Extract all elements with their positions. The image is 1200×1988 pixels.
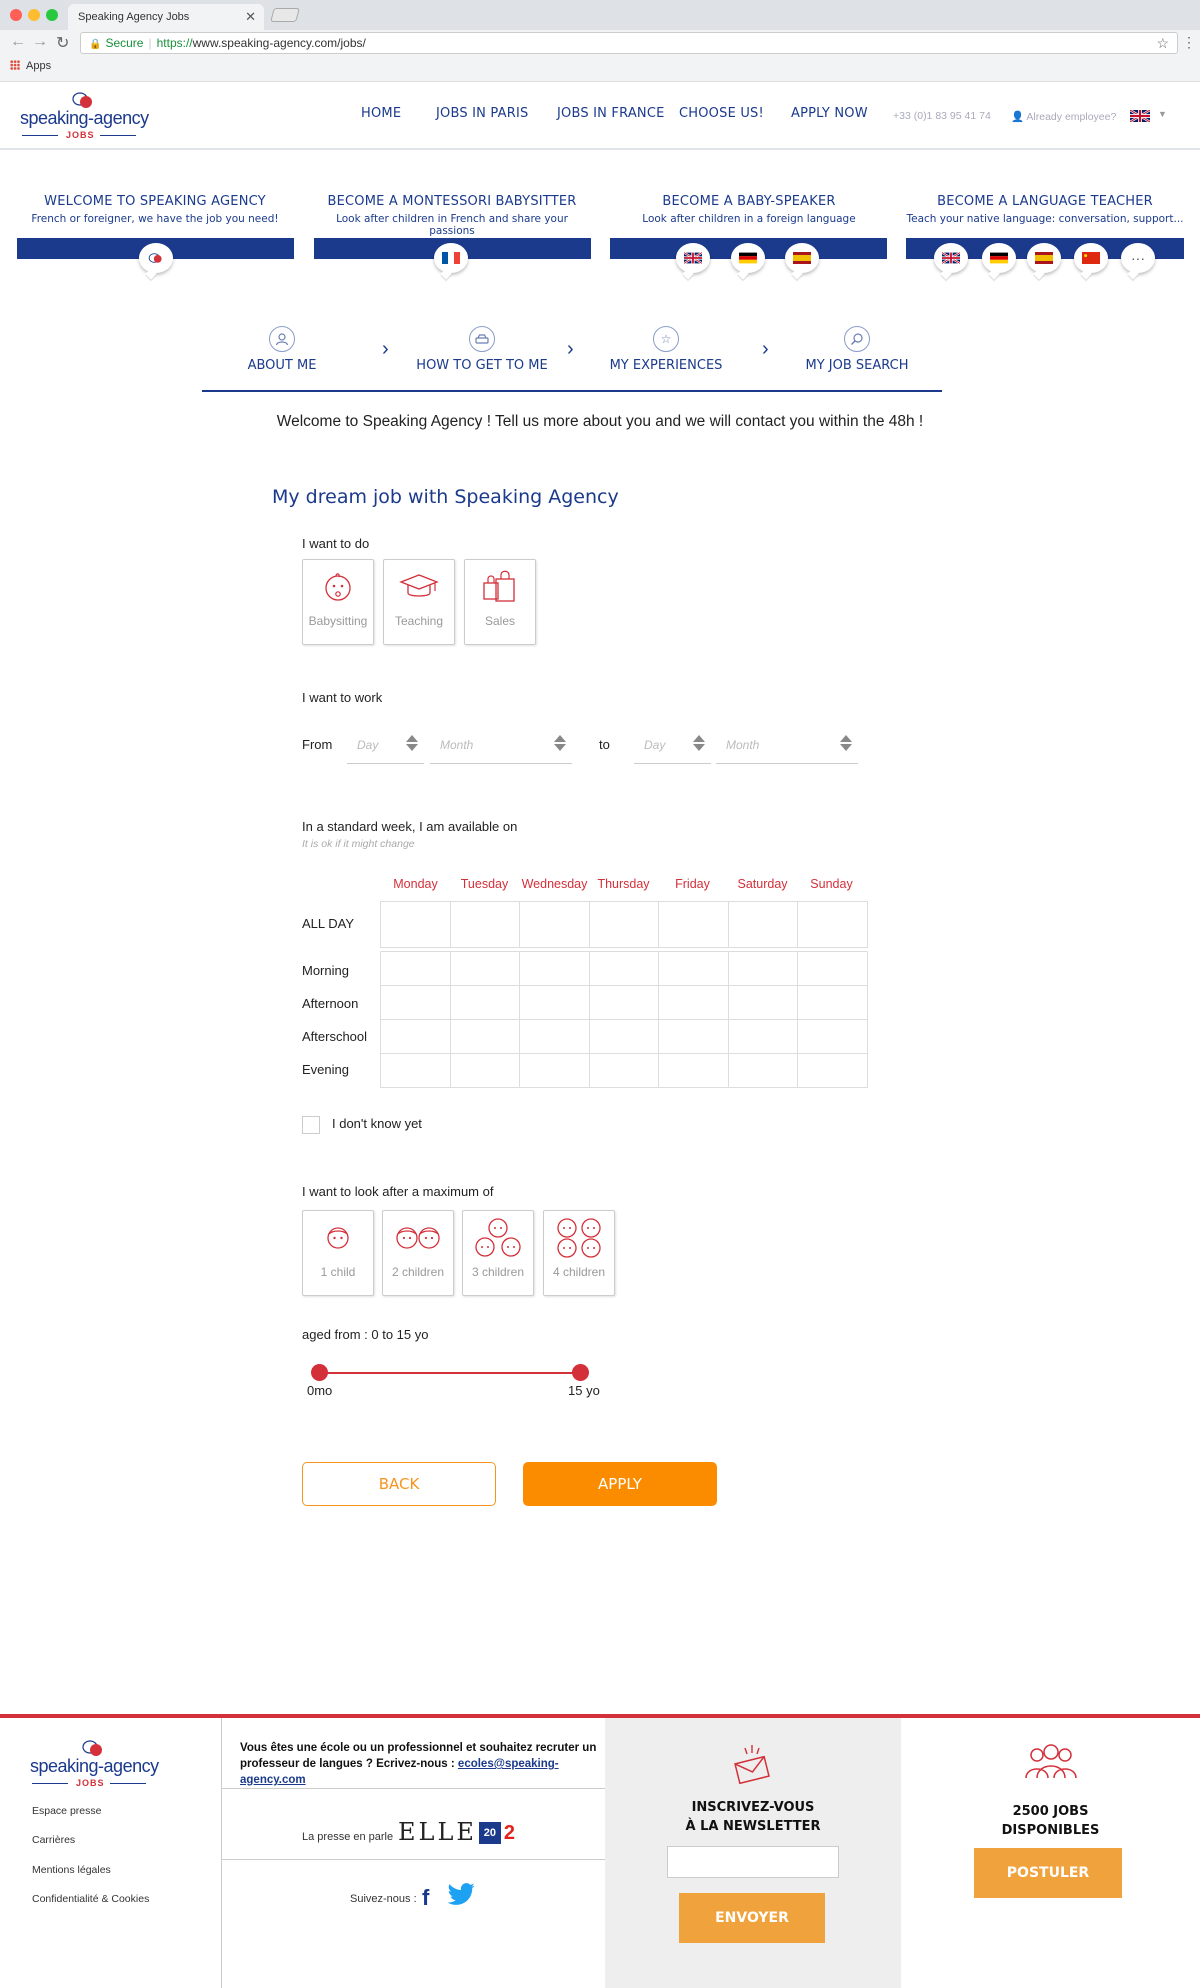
star-icon: ☆ bbox=[653, 326, 679, 352]
to-label: to bbox=[599, 737, 610, 752]
to-month-placeholder: Month bbox=[726, 738, 760, 752]
more-icon[interactable]: ··· bbox=[1121, 243, 1155, 273]
url-text: www.speaking-agency.com/jobs/ bbox=[192, 36, 366, 50]
back-button[interactable]: BACK bbox=[302, 1462, 496, 1506]
day-header: Wednesday bbox=[521, 877, 588, 891]
choice-label: 4 children bbox=[552, 1265, 606, 1279]
baby-icon bbox=[303, 560, 373, 614]
logo-divider bbox=[32, 1783, 68, 1784]
footer-link-press[interactable]: Espace presse bbox=[32, 1805, 102, 1817]
press-label: La presse en parle bbox=[302, 1831, 394, 1843]
updown-arrow-icon bbox=[840, 735, 852, 751]
grid-cell[interactable] bbox=[589, 1020, 659, 1054]
chevron-down-icon[interactable]: ▼ bbox=[1158, 109, 1167, 119]
grid-cell[interactable] bbox=[450, 902, 520, 948]
flag-fr-icon[interactable] bbox=[434, 243, 468, 273]
step-label: ABOUT ME bbox=[247, 358, 317, 373]
choice-label: Teaching bbox=[394, 614, 444, 628]
availability-grid bbox=[380, 951, 868, 1088]
employee-login[interactable] bbox=[1011, 110, 1116, 123]
slot-label: ALL DAY bbox=[302, 916, 355, 931]
step-label: MY EXPERIENCES bbox=[609, 358, 723, 373]
facebook-icon[interactable]: f bbox=[422, 1885, 430, 1910]
maximize-window-button[interactable] bbox=[46, 9, 58, 21]
footer-link-legal[interactable]: Mentions légales bbox=[32, 1864, 111, 1876]
four-children-icon bbox=[544, 1211, 614, 1265]
apps-label: Apps bbox=[26, 60, 52, 72]
availability-note: It is ok if it might change bbox=[302, 838, 415, 850]
grid-cell[interactable] bbox=[450, 1020, 520, 1054]
jobs-count: 2500 JOBS bbox=[1012, 1804, 1089, 1819]
grid-row bbox=[381, 1054, 868, 1088]
flag-es-icon[interactable] bbox=[785, 243, 819, 273]
newsletter-send-button[interactable]: ENVOYER bbox=[679, 1893, 825, 1943]
day-header: Tuesday bbox=[460, 877, 509, 891]
newsletter-title-line: INSCRIVEZ-VOUS bbox=[691, 1800, 815, 1815]
three-children-icon bbox=[463, 1211, 533, 1265]
grid-cell[interactable] bbox=[450, 986, 520, 1020]
step-how-to-get[interactable] bbox=[402, 326, 562, 373]
address-bar[interactable] bbox=[80, 32, 1178, 54]
step-label: MY JOB SEARCH bbox=[805, 358, 909, 373]
grid-cell[interactable] bbox=[728, 952, 798, 986]
choice-babysitting[interactable] bbox=[302, 559, 374, 645]
chevron-right-icon: › bbox=[762, 338, 769, 360]
graduation-cap-icon bbox=[384, 560, 454, 614]
grid-cell[interactable] bbox=[728, 902, 798, 948]
category-language-teacher[interactable] bbox=[906, 194, 1184, 225]
max-children-label: I want to look after a maximum of bbox=[302, 1184, 494, 1199]
category-montessori[interactable] bbox=[313, 194, 591, 237]
category-subtitle: Look after children in a foreign language bbox=[642, 213, 856, 225]
category-welcome[interactable] bbox=[16, 194, 294, 225]
logo-divider bbox=[22, 135, 58, 136]
flag-uk-icon[interactable] bbox=[1130, 110, 1150, 122]
twitter-icon[interactable] bbox=[446, 1882, 476, 1908]
updown-arrow-icon bbox=[406, 735, 418, 751]
grid-cell[interactable] bbox=[589, 902, 659, 948]
nav-apply-now[interactable]: APPLY NOW bbox=[791, 106, 868, 121]
grid-cell[interactable] bbox=[450, 952, 520, 986]
newsletter-email-input[interactable] bbox=[667, 1846, 839, 1878]
grid-row bbox=[381, 952, 868, 986]
grid-cell[interactable] bbox=[520, 1020, 590, 1054]
to-day-select[interactable] bbox=[634, 728, 711, 764]
elle-logo: ELLE bbox=[398, 1818, 477, 1846]
apps-bookmark[interactable] bbox=[10, 60, 51, 72]
category-baby-speaker[interactable] bbox=[610, 194, 888, 225]
grid-cell[interactable] bbox=[381, 1054, 451, 1088]
choice-label: 1 child bbox=[320, 1265, 356, 1279]
footer-logo[interactable] bbox=[30, 1740, 160, 1790]
logo-bubble-icon[interactable] bbox=[139, 243, 173, 273]
footer-jobs-column bbox=[901, 1718, 1200, 1988]
logo-divider bbox=[100, 135, 136, 136]
press-logos bbox=[398, 1818, 522, 1846]
from-day-placeholder: Day bbox=[357, 738, 379, 752]
grid-cell[interactable] bbox=[520, 952, 590, 986]
grid-row bbox=[381, 986, 868, 1020]
grid-cell[interactable] bbox=[728, 1054, 798, 1088]
newsletter-title-line: À LA NEWSLETTER bbox=[685, 1819, 821, 1834]
age-slider-track[interactable] bbox=[318, 1372, 581, 1374]
footer-divider bbox=[222, 1859, 606, 1860]
logo-subtitle: JOBS bbox=[66, 130, 95, 140]
slot-label: Afternoon bbox=[302, 996, 359, 1011]
age-max-handle[interactable] bbox=[572, 1364, 589, 1381]
grid-cell[interactable] bbox=[798, 902, 868, 948]
choice-teaching[interactable] bbox=[383, 559, 455, 645]
follow-label: Suivez-nous : bbox=[350, 1893, 417, 1905]
grid-cell[interactable] bbox=[659, 1020, 729, 1054]
envelope-icon bbox=[733, 1744, 771, 1784]
choice-3-children[interactable] bbox=[462, 1210, 534, 1296]
footer-link-privacy[interactable]: Confidentialité & Cookies bbox=[32, 1893, 150, 1905]
grid-cell[interactable] bbox=[728, 1020, 798, 1054]
from-label: From bbox=[302, 737, 333, 752]
footer-links-column bbox=[0, 1718, 221, 1988]
choice-sales[interactable] bbox=[464, 559, 536, 645]
nav-home[interactable]: HOME bbox=[361, 106, 402, 121]
contact-message: Vous êtes une école ou un professionnel et souhaitez recruter un professeur de langues ? Ecrivez-nous : bbox=[240, 1742, 597, 1770]
flag-uk-icon[interactable] bbox=[676, 243, 710, 273]
browser-tab[interactable] bbox=[68, 4, 264, 30]
user-icon bbox=[269, 326, 295, 352]
dont-know-checkbox[interactable] bbox=[302, 1116, 320, 1134]
grid-cell[interactable] bbox=[659, 1054, 729, 1088]
apps-grid-icon bbox=[10, 60, 20, 70]
age-max-label: 15 yo bbox=[568, 1383, 600, 1398]
dont-know-label: I don't know yet bbox=[332, 1116, 422, 1131]
one-child-icon bbox=[303, 1211, 373, 1265]
form-steps bbox=[202, 326, 942, 392]
footer-logo-subtitle: JOBS bbox=[76, 1778, 105, 1788]
slot-label: Morning bbox=[302, 963, 349, 978]
want-to-work-label: I want to work bbox=[302, 690, 383, 705]
to-month-select[interactable] bbox=[716, 728, 858, 764]
step-label: HOW TO GET TO ME bbox=[416, 358, 548, 373]
contact-text bbox=[240, 1740, 600, 1788]
minimize-window-button[interactable] bbox=[28, 9, 40, 21]
choice-label: 3 children bbox=[471, 1265, 525, 1279]
grid-cell[interactable] bbox=[589, 986, 659, 1020]
browser-menu-icon[interactable]: ⋮ bbox=[1182, 34, 1196, 50]
footer-logo-text: speaking-agency bbox=[30, 1756, 159, 1776]
grid-cell[interactable] bbox=[798, 1020, 868, 1054]
jobs-available-label: DISPONIBLES bbox=[1001, 1823, 1100, 1838]
age-min-label: 0mo bbox=[307, 1383, 333, 1398]
grid-cell[interactable] bbox=[520, 986, 590, 1020]
category-title: BECOME A BABY-SPEAKER bbox=[662, 194, 836, 209]
from-day-select[interactable] bbox=[347, 728, 424, 764]
grid-cell[interactable] bbox=[728, 986, 798, 1020]
grid-cell[interactable] bbox=[381, 902, 451, 948]
updown-arrow-icon bbox=[554, 735, 566, 751]
choice-1-child[interactable] bbox=[302, 1210, 374, 1296]
from-month-placeholder: Month bbox=[440, 738, 474, 752]
grid-cell[interactable] bbox=[589, 952, 659, 986]
browser-toolbar bbox=[0, 30, 1200, 82]
choice-label: Babysitting bbox=[308, 614, 368, 628]
grid-cell[interactable] bbox=[520, 1054, 590, 1088]
new-tab-button[interactable] bbox=[270, 8, 300, 22]
category-subtitle: Teach your native language: conversation, support... bbox=[906, 213, 1184, 225]
flag-uk-icon[interactable] bbox=[934, 243, 968, 273]
category-subtitle: Look after children in French and share your passions bbox=[336, 213, 568, 237]
day-header: Monday bbox=[393, 877, 438, 891]
category-title: BECOME A MONTESSORI BABYSITTER bbox=[327, 194, 577, 209]
availability-grid-allday bbox=[380, 901, 868, 948]
age-min-handle[interactable] bbox=[311, 1364, 328, 1381]
flag-de-icon[interactable] bbox=[982, 243, 1016, 273]
flag-cn-icon[interactable] bbox=[1074, 243, 1108, 273]
choice-4-children[interactable] bbox=[543, 1210, 615, 1296]
availability-label: In a standard week, I am available on bbox=[302, 819, 518, 834]
jobs-available-title bbox=[901, 1802, 1200, 1840]
car-icon bbox=[469, 326, 495, 352]
back-arrow-icon[interactable]: ← bbox=[10, 33, 26, 50]
step-job-search[interactable] bbox=[777, 326, 937, 373]
want-to-do-label: I want to do bbox=[302, 536, 370, 551]
chevron-right-icon: › bbox=[567, 338, 574, 360]
category-title: BECOME A LANGUAGE TEACHER bbox=[937, 194, 1153, 209]
flag-de-icon[interactable] bbox=[731, 243, 765, 273]
slot-label: Evening bbox=[302, 1062, 349, 1077]
footer-newsletter-column bbox=[605, 1718, 901, 1988]
bookmark-star-icon[interactable]: ☆ bbox=[1156, 35, 1169, 51]
day-header: Thursday bbox=[597, 877, 650, 891]
user-icon: 👤 bbox=[1011, 111, 1027, 123]
postuler-button[interactable]: POSTULER bbox=[974, 1848, 1122, 1898]
grid-cell[interactable] bbox=[798, 986, 868, 1020]
contact-email-link[interactable]: ecoles@speaking-agency.com bbox=[240, 1758, 559, 1786]
aged-label: aged from : 0 to 15 yo bbox=[302, 1327, 429, 1342]
category-subtitle: French or foreigner, we have the job you need! bbox=[31, 213, 279, 225]
category-title: WELCOME TO SPEAKING AGENCY bbox=[44, 194, 266, 209]
shopping-bag-icon bbox=[465, 560, 535, 614]
grid-cell[interactable] bbox=[659, 952, 729, 986]
url-separator: | bbox=[148, 36, 152, 50]
grid-cell[interactable] bbox=[381, 1020, 451, 1054]
grid-cell[interactable] bbox=[659, 902, 729, 948]
day-header: Sunday bbox=[810, 877, 853, 891]
grid-cell[interactable] bbox=[450, 1054, 520, 1088]
nav-jobs-france[interactable]: JOBS IN FRANCE bbox=[557, 106, 665, 121]
from-month-select[interactable] bbox=[430, 728, 572, 764]
form-title: My dream job with Speaking Agency bbox=[272, 486, 619, 508]
step-about-me[interactable] bbox=[202, 326, 362, 373]
step-experiences[interactable] bbox=[586, 326, 746, 373]
chevron-right-icon: › bbox=[382, 338, 389, 360]
grid-cell[interactable] bbox=[659, 986, 729, 1020]
grid-cell[interactable] bbox=[381, 986, 451, 1020]
newsletter-title bbox=[605, 1798, 901, 1836]
day-header: Saturday bbox=[737, 877, 788, 891]
welcome-message: Welcome to Speaking Agency ! Tell us more about you and we will contact you within the 48h ! bbox=[276, 413, 924, 430]
tab-close-icon[interactable]: ✕ bbox=[245, 9, 256, 24]
employee-login-label: Already employee? bbox=[1026, 111, 1117, 123]
forward-arrow-icon[interactable]: → bbox=[32, 33, 48, 50]
choice-label: Sales bbox=[484, 614, 516, 628]
20-minutes-logo: 20 bbox=[479, 1822, 501, 1844]
choice-2-children[interactable] bbox=[382, 1210, 454, 1296]
grid-row bbox=[381, 1020, 868, 1054]
logo-text: speaking-agency bbox=[20, 108, 149, 128]
updown-arrow-icon bbox=[693, 735, 705, 751]
tab-title: Speaking Agency Jobs bbox=[78, 11, 190, 23]
url-scheme: https:// bbox=[156, 36, 193, 50]
footer-divider bbox=[222, 1788, 606, 1789]
grid-cell[interactable] bbox=[520, 902, 590, 948]
close-window-button[interactable] bbox=[10, 9, 22, 21]
day-header: Friday bbox=[675, 877, 710, 891]
logo-divider bbox=[110, 1783, 146, 1784]
nav-choose-us[interactable]: CHOOSE US! bbox=[679, 106, 764, 121]
lock-icon: 🔒 bbox=[89, 39, 102, 50]
nav-jobs-paris[interactable]: JOBS IN PARIS bbox=[436, 106, 529, 121]
site-footer bbox=[0, 1714, 1200, 1988]
footer-link-careers[interactable]: Carrières bbox=[32, 1834, 76, 1846]
slot-label: Afterschool bbox=[302, 1029, 368, 1044]
grid-cell[interactable] bbox=[798, 1054, 868, 1088]
choice-label: 2 children bbox=[391, 1265, 445, 1279]
phone-number[interactable]: +33 (0)1 83 95 41 74 bbox=[893, 110, 991, 122]
secure-label: Secure bbox=[105, 36, 144, 50]
search-icon bbox=[844, 326, 870, 352]
footer-contact-column bbox=[221, 1718, 605, 1988]
grid-row bbox=[381, 902, 868, 948]
site-header bbox=[0, 82, 1200, 150]
grid-cell[interactable] bbox=[381, 952, 451, 986]
browser-tab-strip bbox=[0, 0, 1200, 30]
flag-es-icon[interactable] bbox=[1027, 243, 1061, 273]
to-day-placeholder: Day bbox=[644, 738, 666, 752]
two-children-icon bbox=[383, 1211, 453, 1265]
france2-logo: 2 bbox=[503, 1822, 516, 1844]
group-people-icon bbox=[1021, 1742, 1081, 1782]
grid-cell[interactable] bbox=[798, 952, 868, 986]
reload-icon[interactable]: ↻ bbox=[56, 35, 70, 52]
apply-button[interactable]: APPLY bbox=[523, 1462, 717, 1506]
site-logo[interactable] bbox=[20, 92, 150, 142]
grid-cell[interactable] bbox=[589, 1054, 659, 1088]
